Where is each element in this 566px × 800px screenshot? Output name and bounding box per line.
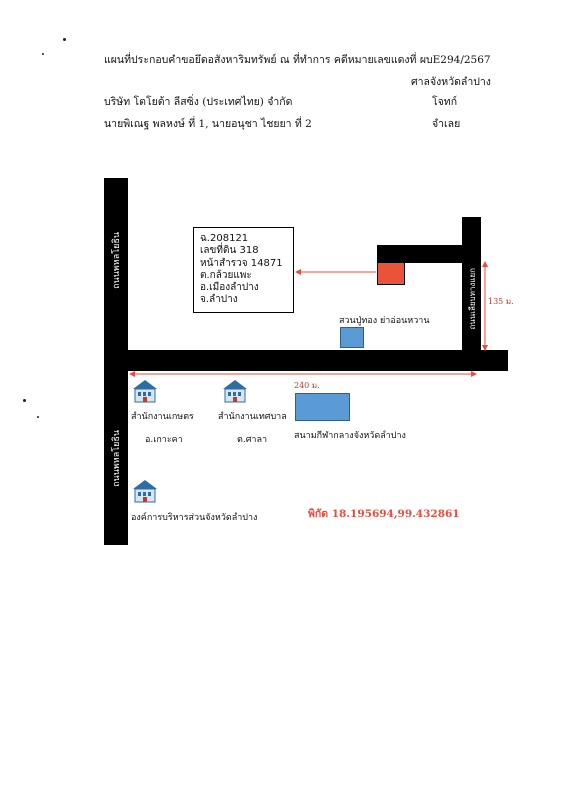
place-name: สำนักงานเกษตร: [131, 412, 194, 422]
main-road-label-bottom: ถนนพหลโยธิน: [112, 430, 122, 487]
defendants-names: นายพิเณฐ พลหงษ์ ที่ 1, นายอนุชา ไชยยา ที่ 2: [104, 118, 312, 130]
stadium-label: สนามกีฬากลางจังหวัดลำปาง: [294, 431, 406, 441]
vertical-distance-label: 135 ม.: [488, 297, 514, 306]
land-info-line: ต.กล้วยแพะ: [200, 269, 252, 281]
place-name: องค์การบริหารส่วนจังหวัดลำปาง: [131, 513, 258, 523]
building-icon: [221, 378, 249, 404]
defendant-label: จำเลย: [432, 118, 461, 130]
main-road-label-top: ถนนพหลโยธิน: [112, 232, 122, 289]
plaintiff-label: โจทก์: [432, 96, 458, 108]
side-road-label: ถนนเลียบทางแยก: [468, 268, 477, 330]
plaintiff-name: บริษัท โตโยต้า ลีสซิ่ง (ประเทศไทย) จำกัด: [104, 96, 293, 108]
land-info-line: ฉ.208121: [200, 233, 249, 244]
garden-label: สวนปู่ทอง ย่าอ่อนหวาน: [339, 316, 430, 326]
building-icon: [131, 478, 159, 504]
place-name: สำนักงานเทศบาล: [218, 412, 287, 422]
document-title: แผนที่ประกอบคำขอยึดอสังหาริมทรัพย์ ณ ที่ทำการ คดีหมายเลขแดงที่ ผบE294/2567: [104, 54, 491, 66]
place-sub: ต.ศาลา: [237, 435, 268, 445]
place-sub: อ.เกาะคา: [145, 435, 183, 445]
building-icon: [131, 378, 159, 404]
land-info-line: เลขที่ดิน 318: [200, 245, 259, 257]
garden-area: [340, 327, 364, 348]
coordinates-label: พิกัด 18.195694,99.432861: [308, 508, 460, 520]
court-name: ศาลจังหวัดลำปาง: [411, 76, 491, 88]
land-info-line: หน้าสำรวจ 14871: [200, 257, 283, 269]
stadium-area: [295, 393, 350, 421]
land-info-line: จ.ลำปาง: [200, 294, 238, 306]
horizontal-distance-label: 240 ม.: [294, 381, 320, 390]
land-info-line: อ.เมืองลำปาง: [200, 282, 259, 294]
